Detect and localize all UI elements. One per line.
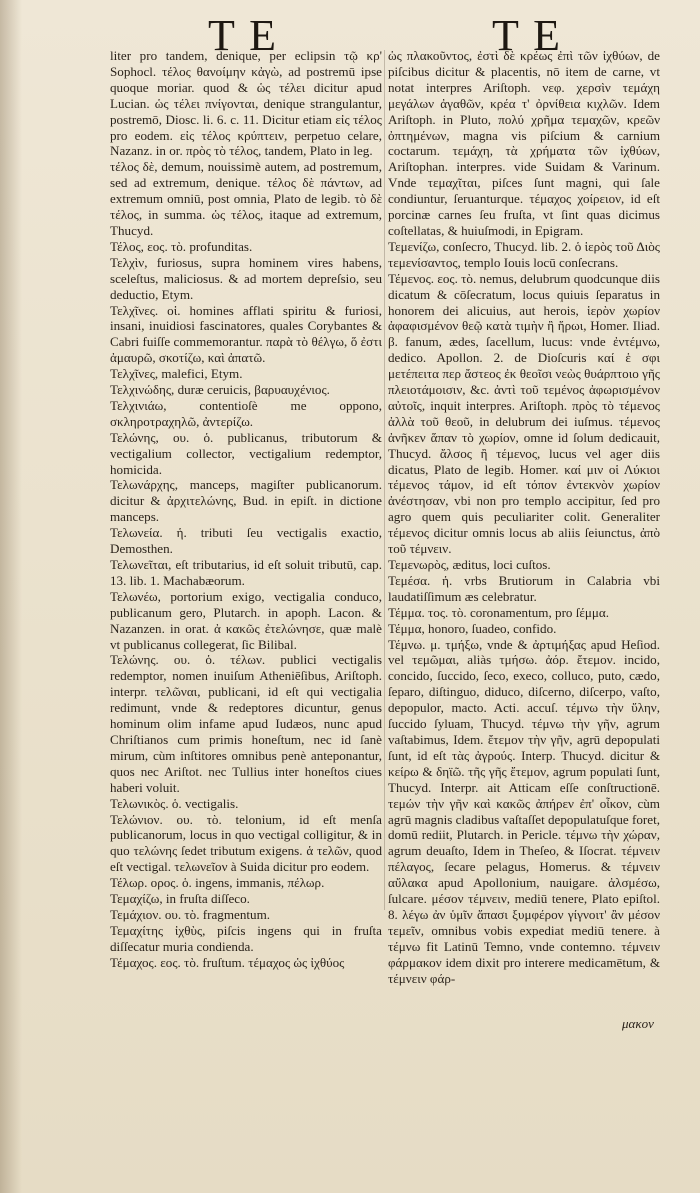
left-column <box>110 48 382 971</box>
entry: Τεμέσα. ἡ. vrbs Brutiorum in Calabria vbi laudatiſſimum æs celebratur. <box>388 572 660 604</box>
right-column <box>388 48 660 986</box>
entry: Τέμνω. μ. τμήξω, vnde & ἀρτιμήξας apud Heſiod. vel τεμῶμαι, aliàs τμήσω. ἀόρ. ἔτεμον. incido, concido, ſuccido, ſeco, execo, colluco, puto, cædo, ſeparo, diſtinguo, diduco, diſcerno, diſcerpo, vaſto, depopulor, macto. Acti. accuſ. τέμνω τὴν ὕλην, ſuccido ſyluam, Thucyd. τέμνω τὴν γῆν, agrum vaſtabimus, Idem. ἔτεμον τὴν γῆν, agrū depopulati ſunt, id eſt τὰς ἀγρούς. Interp. Thucyd. dicitur & κείρω & δηϊῶ. τῆς γῆς ἔτεμον, agrum populati ſunt, Thucyd. Interpr. ait Atticam eſſe conſtructionē. τεμών τὴν γῆν καὶ κακῶς ἀπήρεν ἐπ' οἶκον, cùm agrū magnis cladibus vaſtaſſet depopulatuſque foret, domū rediit, Plutarch. in Pericle. τέμνω τὴν χώραν, agrum deuaſto, Idem in Theſeo, & Iſocrat. τέμνειν πέλαγος, ſecare pelagus, Homerus. & τέμνειν αὔλακα apud Apollonium, nauigare. ἀλσμέσω, ſulcare. μέσον τέμνειν, mediū tenere, Plato epiſtol. 8. λέγω ἀν ὑμῖν ἅπασι ξυμφέρον γίγνοιτ' ἂν μέσον τεμεῖν, omnibus vobis expediat mediū tenere. à τέμνω fit Latinū Temno, vnde contemno. τέμνειν φάρμακον idem dixit pro interere medicamētum, & τέμνειν φάρ- <box>388 636 660 986</box>
entry: Τελωνικὸς. ὁ. vectigalis. <box>110 795 239 811</box>
entry: Τελωνεῖται, eſt tributarius, id eſt soluit tributū, cap. 13. lib. 1. Machabæorum. <box>110 557 382 588</box>
entry: Τελώνιον. ου. τὸ. telonium, id eſt menſa publicanorum, locus in quo vectigal colligitur, & in quo τελώνης ſedet tributum exigens. ἁ τελῶν, quod eſt vectigal. τελωνεῖον à Suida dicitur pro eodem. <box>110 811 382 875</box>
entry: Τεμαχίζω, in fruſta diſſeco. <box>110 891 250 907</box>
entry: Τεμενωρὸς, æditus, loci cuſtos. <box>388 557 551 572</box>
entry: Τέμαχος. εος. τὸ. fruſtum. τέμαχος ὡς ἰχθύος <box>110 954 345 970</box>
entry: Τελχινώδης, duræ ceruicis, βαρυαυχένιος. <box>110 382 330 398</box>
entry: Τέμενος. εος. τὸ. nemus, delubrum quodcunque diis dicatum & cōſecratum, locus quiuis ſeparatus in honorem dei alicuius, aut herois, ἱερὸν χωρίον ἀφαφισμένον θεῷ κατὰ τιμὴν ἢ ἥρωι, Homer. Iliad. β. fanum, ædes, ſacellum, lucus: vnde ἐντέμνω, dedico. Apollon. 2. de Dioſcuris καί ἑ σφι μετέπειτα περ ἄστεος ἐκ θεοῖσι νεὼς θυάρπτοιο γῆς πλειοτάμοισιν, &c. ἀντὶ τοῦ τεμένος ἀφωρισμένον αὐτοῖς, inquit interpres. Ariſtoph. πρὸς τὸ τέμενος ἀλλὰ τοῦ θεοῦ, in delubrum dei iuſmus. τέμενος ἀνῆκεν ἅπαν τὸ χωρίον, omne id ſolum dedicauit, Thucyd. ἄλσος ἢ τέμενος, lucus vel ager diis dicatus, Plato de legib. Homer. καί μιν οἱ Λύκιοι τέμενος τάμον, id eſt τόπον ἐντεκνὸν χωρίον ἀνέστησαν, vbi non pro templo accipitur, ſed pro agro quem quis peculiariter colit. Generaliter τέμενος dicitur omnis locus ab aliis ſeiunctus, ἀπὸ τοῦ τέμνειν. <box>388 270 660 557</box>
column-divider <box>384 50 385 910</box>
entry: Τελχῖνες, malefici, Etym. <box>110 366 243 382</box>
catchword: μακον <box>622 1016 654 1031</box>
entry: Τελχινιάω, contentioſè me oppono, σκληροτραχηλῶ, ἀντερίζω. <box>110 397 382 429</box>
entry: Τελώνης. ου. ὁ. τέλων. publici vectigalis redemptor, nomen inuiſum Atheniēſibus, Ariſtoph. interpr. τελῶναι, publicani, id eſt qui vectigalia redimunt, vnde & redeptores dicuntur, genus hominum olim infame apud Iudæos, nunc apud Chriſtianos cum primis honeſtum, nec id ſanè mirum, cùm inſtitores omnibus penè anteponantur, quos nec Ariſtot. nec Tullius inter honeſtos ciues haberi voluit. <box>110 652 382 795</box>
entry: Τελχὶν, furiosus, supra hominem vires habens, sceleſtus, maliciosus. & ad mortem depreſsio, seu deductio, Etym. <box>110 254 382 302</box>
entry: liter pro tandem, denique, per eclipsin τῷ κρ' Sophocl. τέλος θανοίμην κἀγὼ, ad postremū ipse quoque moriar. quod & ὡς τέλει dicitur apud Lucian. ὡς τέλει πνίγονται, denique strangulantur, postremō, Diosc. li. 6. c. 11. Dicitur etiam εἰς τέλος pro eodem. εἰς τέλος κρύπτειν, perpetuo celare, Nazanz. in or. πρὸς τὸ τέλος, tandem, Plato in leg. <box>110 48 382 159</box>
entry: Τελχῖνες. οἱ. homines afflati spiritu & furiosi, insani, inuidiosi fascinatores, quales Corybantes & Cabri fuiſſe commemorantur. παρὰ τὸ θέλγω, ὅ ἐστι ἀμαυρῶ, σκοτίζω, καὶ ἀπατῶ. <box>110 302 382 366</box>
entry: Τελωνεία. ἡ. tributi ſeu vectigalis exactio, Demosthen. <box>110 525 382 557</box>
entry: Τελωνάρχης, manceps, magiſter publicanorum. dicitur & ἀρχιτελώνης, Bud. in epiſt. in dictione manceps. <box>110 477 382 525</box>
entry: Τεμαχίτης ἰχθὺς, piſcis ingens qui in fruſta diſſecatur muria condienda. <box>110 922 382 954</box>
entry: Τέμμα, honoro, ſuadeo, confido. <box>388 620 557 636</box>
entry: Τέλος, εος. τὸ. profunditas. <box>110 238 253 254</box>
entry: Τεμενίζω, conſecro, Thucyd. lib. 2. ὁ ἱερὸς τοῦ Διὸς τεμενίσαντος, templo Iouis locū conſecrans. <box>388 238 660 270</box>
entry: ὡς πλακοῦντος, ἐστὶ δὲ κρέως ἐπὶ τῶν ἰχθύων, de piſcibus dicitur & placentis, nō item de carne, vt notat interpres Ariſtoph. νεφ. χερσὶν τεμάχη μεγάλων ἀγαθῶν, κρέα τ' ὀρνίθεια κιχλῶν. Idem Ariſtoph. in Pluto, πολύ χρῆμα τεμαχῶν, κρεῶν ὀπτημένων, magna vis piſcium & carnium coctarum. τεμάχη, τὰ χρήματα τῶν ἰχθύων, Ariſtophan. interpres. vide Suidam & Varinum. Vnde τεμαχῖται, piſces ſunt magni, qui ſale condiuntur, ſeruanturque. τέμαχος χοίρειον, id eſt porcinæ carnes ſeu fruſta, vt ſint quas dicimus coſtellatas, & huiuſmodi, in Epigram. <box>388 48 660 238</box>
entry: Τεμάχιον. ου. τὸ. fragmentum. <box>110 906 271 922</box>
entry: Τέμμα. τος. τὸ. coronamentum, pro ſέμμα. <box>388 604 610 620</box>
entry: Τέλωρ. ορος. ὁ. ingens, immanis, πέλωρ. <box>110 875 325 891</box>
running-head-right: T E <box>492 11 562 60</box>
running-head-left: T E <box>208 11 278 60</box>
gutter-shadow <box>0 0 22 1193</box>
entry: τέλος δὲ, demum, nouissimè autem, ad postremum, sed ad extremum, denique. τέλος δὲ πάντων, ad extremum omniū, post omnia, Plato de legib. τὸ δὲ τέλος, in summa. ὡς τέλος, itaque ad extremum, Thucyd. <box>110 159 382 238</box>
entry: Τελώνης, ου. ὁ. publicanus, tributorum & vectigalium collector, vectigalium redemptor, homicida. <box>110 429 382 477</box>
entry: Τελωνέω, portorium exigo, vectigalia conduco, publicanum gero, Plutarch. in apoph. Lacon. & Nazanzen. in orat. ἀ κακῶς ἐτελώνησε, quæ malè vt publicanus collegerat, ſic Bilibal. <box>110 588 382 652</box>
